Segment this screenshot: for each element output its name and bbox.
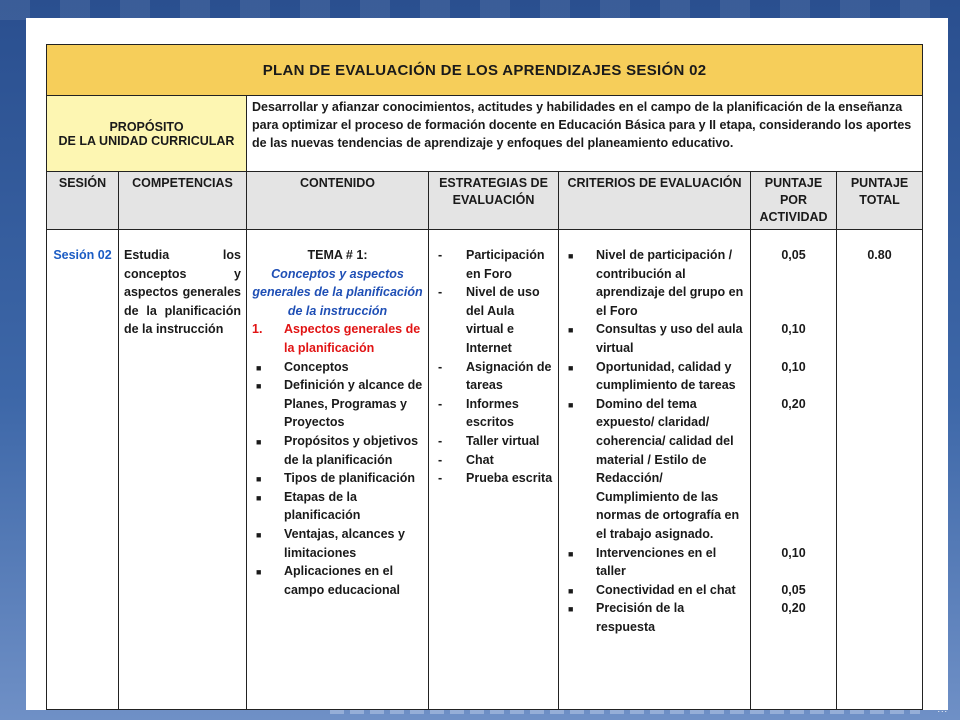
criterio-item — [564, 246, 745, 320]
estrategia-item-text: Asignación de tareas — [466, 359, 552, 393]
header-contenido: CONTENIDO — [247, 172, 429, 230]
content-item — [252, 525, 423, 562]
tema-title: TEMA # 1: — [307, 248, 368, 262]
content-item — [252, 358, 423, 377]
puntaje-value: 0,05 — [781, 582, 806, 597]
puntaje-value: 0,10 — [781, 545, 806, 560]
content-item — [252, 469, 423, 488]
proposito-label-line1: PROPÓSITO — [109, 119, 184, 134]
estrategia-item — [434, 358, 553, 395]
puntaje-list — [756, 246, 831, 616]
header-criterios: CRITERIOS DE EVALUACIÓN — [559, 172, 751, 230]
criterio-item-text: Nivel de participación / contribución al aprendizaje del grupo en el Foro — [596, 248, 744, 318]
bullet-marker: ■ — [256, 529, 262, 540]
bullet-marker: ■ — [256, 492, 262, 503]
bullet-marker: ■ — [568, 399, 574, 410]
criterio-item-text: Oportunidad, calidad y cumplimiento de tareas — [596, 359, 736, 393]
dash-marker: - — [438, 285, 443, 300]
puntaje-total-cell: 0.80 — [837, 230, 923, 710]
criterios-list — [564, 246, 745, 636]
content-item-text: Propósitos y objetivos de la planificación — [284, 433, 419, 467]
table-title: PLAN DE EVALUACIÓN DE LOS APRENDIZAJES SESIÓN 02 — [47, 45, 923, 96]
puntaje-value: 0,20 — [781, 396, 806, 411]
content-item-text: Aplicaciones en el campo educacional — [284, 564, 401, 597]
estrategia-item — [434, 451, 553, 470]
criterio-item — [564, 320, 745, 357]
content-item — [252, 376, 423, 432]
criterio-item-text: Precisión de la respuesta — [596, 601, 685, 634]
puntaje-value: 0,10 — [781, 322, 806, 337]
estrategia-item-text: Participación en Foro — [466, 248, 545, 281]
dash-marker: - — [438, 471, 443, 486]
header-puntaje-total: PUNTAJE TOTAL — [837, 172, 923, 230]
header-sesion: SESIÓN — [47, 172, 119, 230]
estrategia-item — [434, 395, 553, 432]
content-item-text: Ventajas, alcances y limitaciones — [284, 526, 405, 560]
bullet-marker: ■ — [256, 362, 262, 373]
bullet-marker: ■ — [568, 604, 574, 615]
content-item-text: Tipos de planificación — [284, 471, 416, 486]
criterio-item — [564, 544, 745, 581]
evaluation-plan-table — [46, 44, 923, 710]
estrategia-item — [434, 469, 553, 488]
header-competencias: COMPETENCIAS — [119, 172, 247, 230]
bullet-marker: ■ — [568, 251, 574, 261]
red-item — [252, 320, 423, 357]
content-item-text: Conceptos — [284, 359, 349, 374]
estrategia-item-text: Chat — [466, 452, 494, 467]
dash-marker: - — [438, 396, 443, 411]
tema-subtitle: Conceptos y aspectos generales de la planificación de la instrucción — [252, 266, 423, 318]
puntaje-actividad-cell — [751, 230, 837, 710]
puntaje-value: 0,20 — [781, 601, 806, 616]
content-list — [252, 358, 423, 600]
bullet-marker: ■ — [568, 548, 574, 559]
header-puntaje-actividad: PUNTAJE POR ACTIVIDAD — [751, 172, 837, 230]
criterio-item-text: Intervenciones en el taller — [596, 545, 717, 579]
puntaje-value: 0,05 — [781, 248, 806, 262]
puntaje-value: 0,10 — [781, 359, 806, 374]
bullet-marker: ■ — [568, 325, 574, 336]
sesion-cell: Sesión 02 — [47, 230, 119, 710]
bullet-marker: ■ — [256, 381, 262, 392]
estrategia-item-text: Informes escritos — [466, 396, 519, 430]
dash-marker: - — [438, 359, 443, 374]
estrategias-cell — [429, 230, 559, 710]
content-item — [252, 432, 423, 469]
criterio-item-text: Consultas y uso del aula virtual — [596, 322, 743, 355]
estrategia-item-text: Nivel de uso del Aula virtual e Internet — [466, 285, 540, 355]
background-pattern — [0, 0, 960, 20]
competencias-cell: Estudia los conceptos y aspectos generales de la planificación de la instrucción — [119, 230, 247, 710]
content-item — [252, 488, 423, 525]
red-item-number: 1. — [252, 322, 263, 337]
estrategia-item-text: Prueba escrita — [466, 471, 553, 486]
dash-marker: - — [438, 452, 443, 467]
red-item-label: Aspectos generales de la planificación — [284, 322, 421, 355]
criterio-item — [564, 395, 745, 544]
bullet-marker: ■ — [256, 567, 262, 578]
criterio-item-text: Conectividad en el chat — [596, 582, 736, 597]
header-estrategias: ESTRATEGIAS DE EVALUACIÓN — [429, 172, 559, 230]
content-item — [252, 562, 423, 599]
criterio-item-text: Domino del tema expuesto/ claridad/ coherencia/ calidad del material / Estilo de Redacción/ Cumplimiento de las normas de ortografía en el trabajo asignado. — [596, 396, 740, 541]
table-row — [47, 230, 923, 710]
criterio-item — [564, 581, 745, 600]
content-item-text: Etapas de la planificación — [284, 489, 361, 523]
bottom-dashes — [330, 710, 920, 714]
dash-marker: - — [438, 248, 443, 262]
contenido-cell — [247, 230, 429, 710]
bullet-marker: ■ — [568, 585, 574, 596]
bullet-marker: ■ — [256, 436, 262, 447]
footer-mark: ... — [937, 704, 948, 714]
criterios-cell — [559, 230, 751, 710]
estrategia-item — [434, 246, 553, 283]
estrategias-list — [434, 246, 553, 488]
criterio-item — [564, 358, 745, 395]
proposito-text: Desarrollar y afianzar conocimientos, actitudes y habilidades en el campo de la planificación de la enseñanza para optimizar el proceso de formación docente en Educación Básica para y II etapa, considerando los aportes de las nuevas tendencias de aprendizaje y enfoques del planeamiento educativo. — [247, 96, 923, 172]
dash-marker: - — [438, 433, 443, 448]
proposito-label — [47, 96, 247, 172]
bullet-marker: ■ — [568, 362, 574, 373]
criterio-item — [564, 599, 745, 636]
proposito-label-line2: DE LA UNIDAD CURRICULAR — [58, 133, 235, 148]
bullet-marker: ■ — [256, 474, 262, 485]
estrategia-item — [434, 283, 553, 357]
estrategia-item — [434, 432, 553, 451]
estrategia-item-text: Taller virtual — [466, 433, 540, 448]
slide — [26, 18, 948, 710]
content-item-text: Definición y alcance de Planes, Programas y Proyectos — [284, 378, 423, 430]
